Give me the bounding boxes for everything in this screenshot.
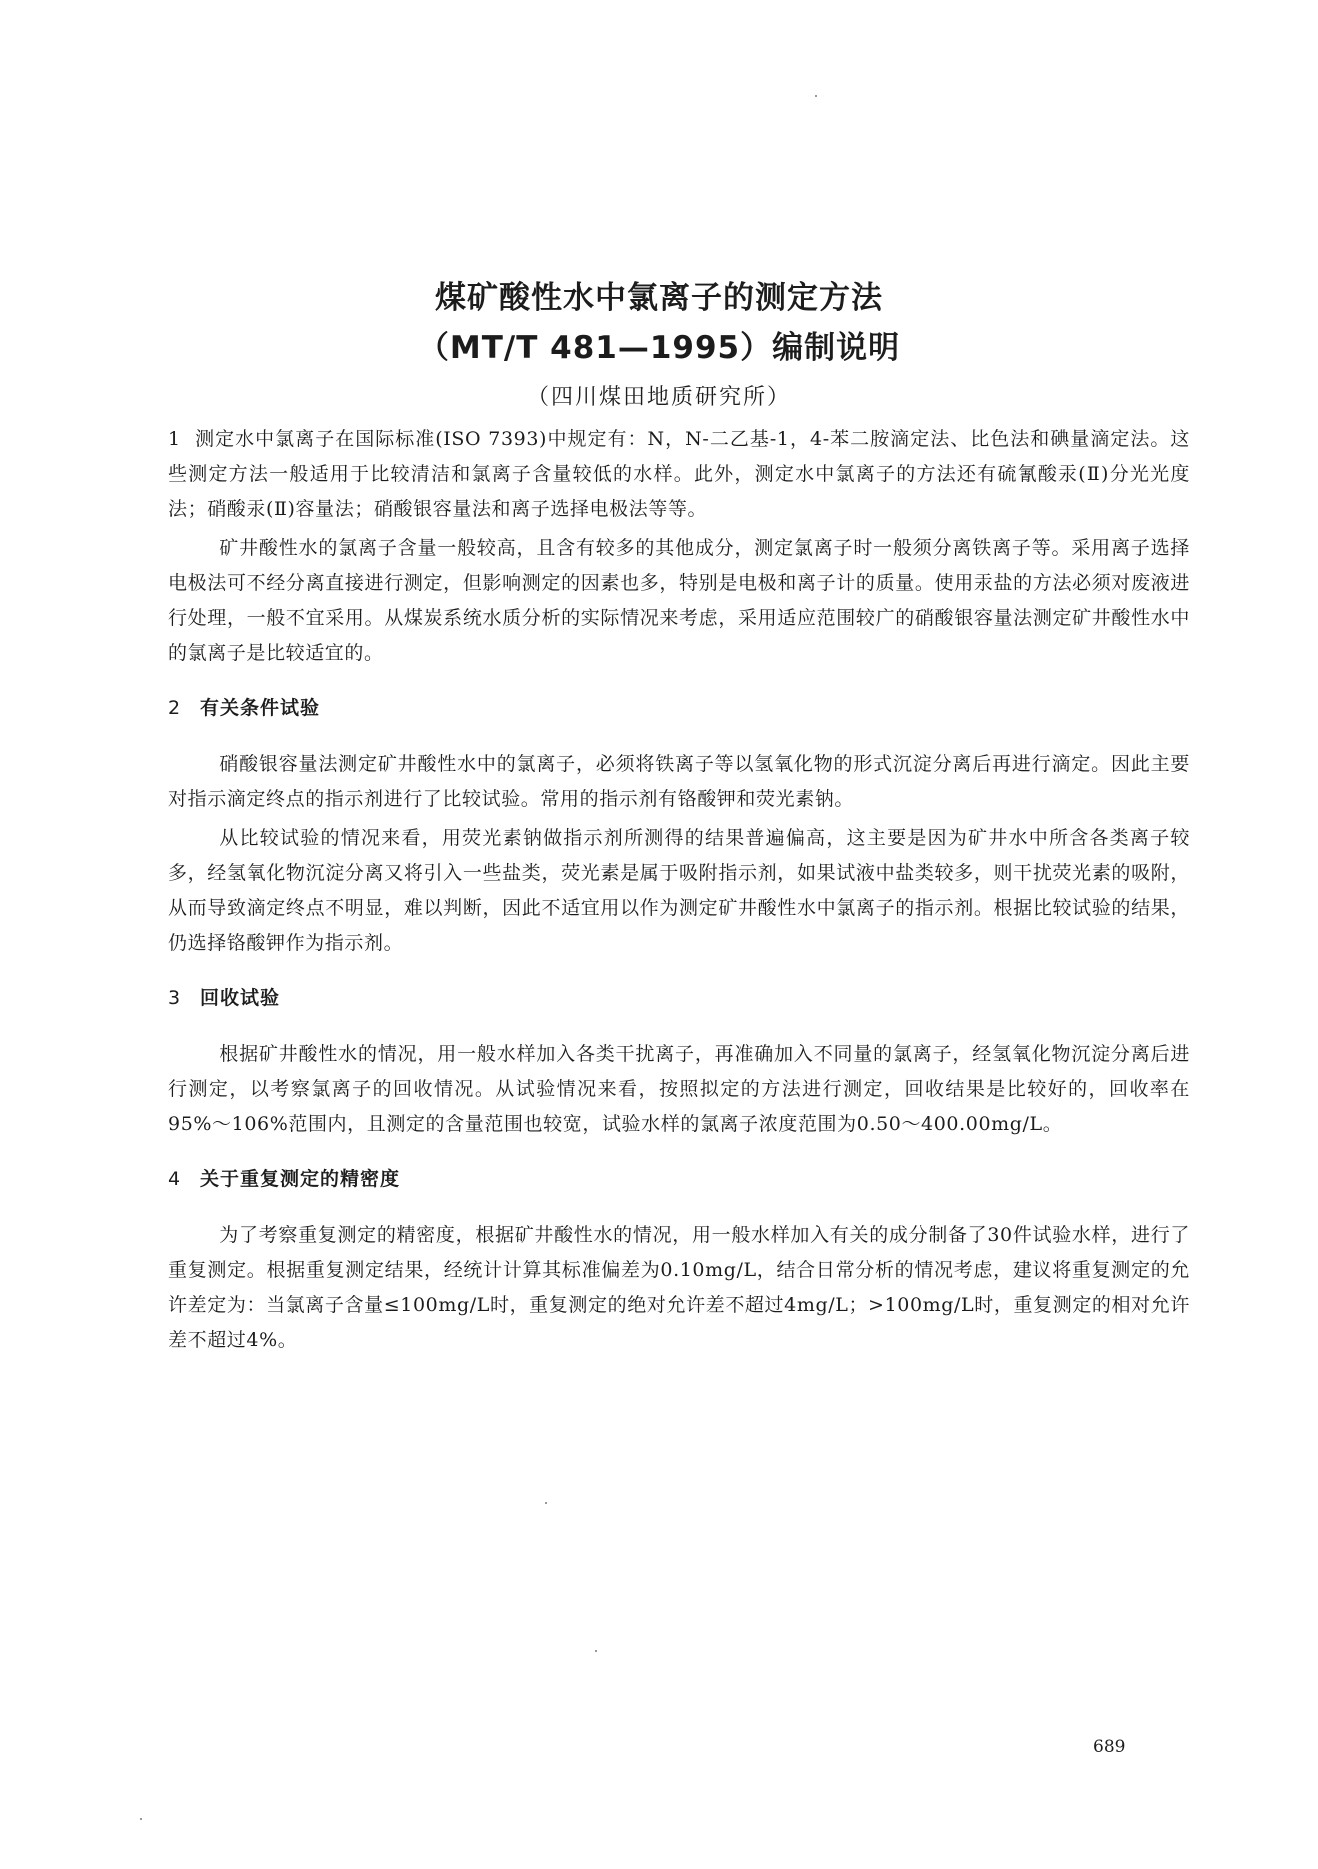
intro-text: 测定水中氯离子在国际标准(ISO 7393)中规定有：N，N-二乙基-1，4-苯二胺滴定法、比色法和碘量滴定法。这些测定方法一般适用于比较清洁和氯离子含量较低的水样。此外，测定水中氯离子的方法还有硫氰酸汞(Ⅱ)分光光度法；硝酸汞(Ⅱ)容量法；硝酸银容量法和离子选择电极法等等。	[168, 428, 1190, 520]
section-3-number: 3	[168, 987, 182, 1009]
intro-paragraph-2: 矿井酸性水的氯离子含量一般较高，且含有较多的其他成分，测定氯离子时一般须分离铁离子等。采用离子选择电极法可不经分离直接进行测定，但影响测定的因素也多，特别是电极和离子计的质量。使用汞盐的方法必须对废液进行处理，一般不宜采用。从煤炭系统水质分析的实际情况来考虑，采用适应范围较广的硝酸银容量法测定矿井酸性水中的氯离子是比较适宜的。	[168, 537, 1190, 664]
section-3-paragraph-1: 根据矿井酸性水的情况，用一般水样加入各类干扰离子，再准确加入不同量的氯离子，经氢氧化物沉淀分离后进行测定，以考察氯离子的回收情况。从试验情况来看，按照拟定的方法进行测定，回收结果是比较好的，回收率在95%～106%范围内，且测定的含量范围也较宽，试验水样的氯离子浓度范围为0.50～400.00mg/L。	[168, 1043, 1190, 1135]
section-4-paragraph-1: 为了考察重复测定的精密度，根据矿井酸性水的情况，用一般水样加入有关的成分制备了30件试验水样，进行了重复测定。根据重复测定结果，经统计计算其标准偏差为0.10mg/L，结合日常分析的情况考虑，建议将重复测定的允许差定为：当氯离子含量≤100mg/L时，重复测定的绝对允许差不超过4mg/L；>100mg/L时，重复测定的相对允许差不超过4%。	[168, 1224, 1190, 1351]
section-3-heading	[168, 983, 1190, 1013]
author-affiliation: （四川煤田地质研究所）	[526, 385, 791, 410]
scan-speck	[140, 1818, 142, 1820]
document-body	[168, 422, 1190, 1362]
document-subtitle: （MT/T 481—1995）编制说明	[417, 330, 901, 366]
document-title: 煤矿酸性水中氯离子的测定方法	[435, 280, 883, 316]
section-3-title: 回收试验	[200, 987, 281, 1009]
intro-paragraph-1	[168, 422, 1190, 527]
page-number: 689	[1093, 1737, 1126, 1757]
section-2-paragraph-1: 硝酸银容量法测定矿井酸性水中的氯离子，必须将铁离子等以氢氧化物的形式沉淀分离后再进行滴定。因此主要对指示滴定终点的指示剂进行了比较试验。常用的指示剂有铬酸钾和荧光素钠。	[168, 753, 1190, 810]
section-2-title: 有关条件试验	[200, 697, 321, 719]
section-4-title: 关于重复测定的精密度	[200, 1168, 401, 1190]
section-2-heading	[168, 693, 1190, 723]
section-4-heading	[168, 1164, 1190, 1194]
intro-number: 1	[168, 428, 181, 450]
scan-speck	[545, 1502, 547, 1504]
scan-speck	[595, 1650, 597, 1652]
section-4-number: 4	[168, 1168, 182, 1190]
section-2-number: 2	[168, 697, 182, 719]
section-2-paragraph-2: 从比较试验的情况来看，用荧光素钠做指示剂所测得的结果普遍偏高，这主要是因为矿井水中所含各类离子较多，经氢氧化物沉淀分离又将引入一些盐类，荧光素是属于吸附指示剂，如果试液中盐类较多，则干扰荧光素的吸附，从而导致滴定终点不明显，难以判断，因此不适宜用以作为测定矿井酸性水中氯离子的指示剂。根据比较试验的结果，仍选择铬酸钾作为指示剂。	[168, 827, 1190, 954]
scan-speck	[815, 95, 817, 97]
